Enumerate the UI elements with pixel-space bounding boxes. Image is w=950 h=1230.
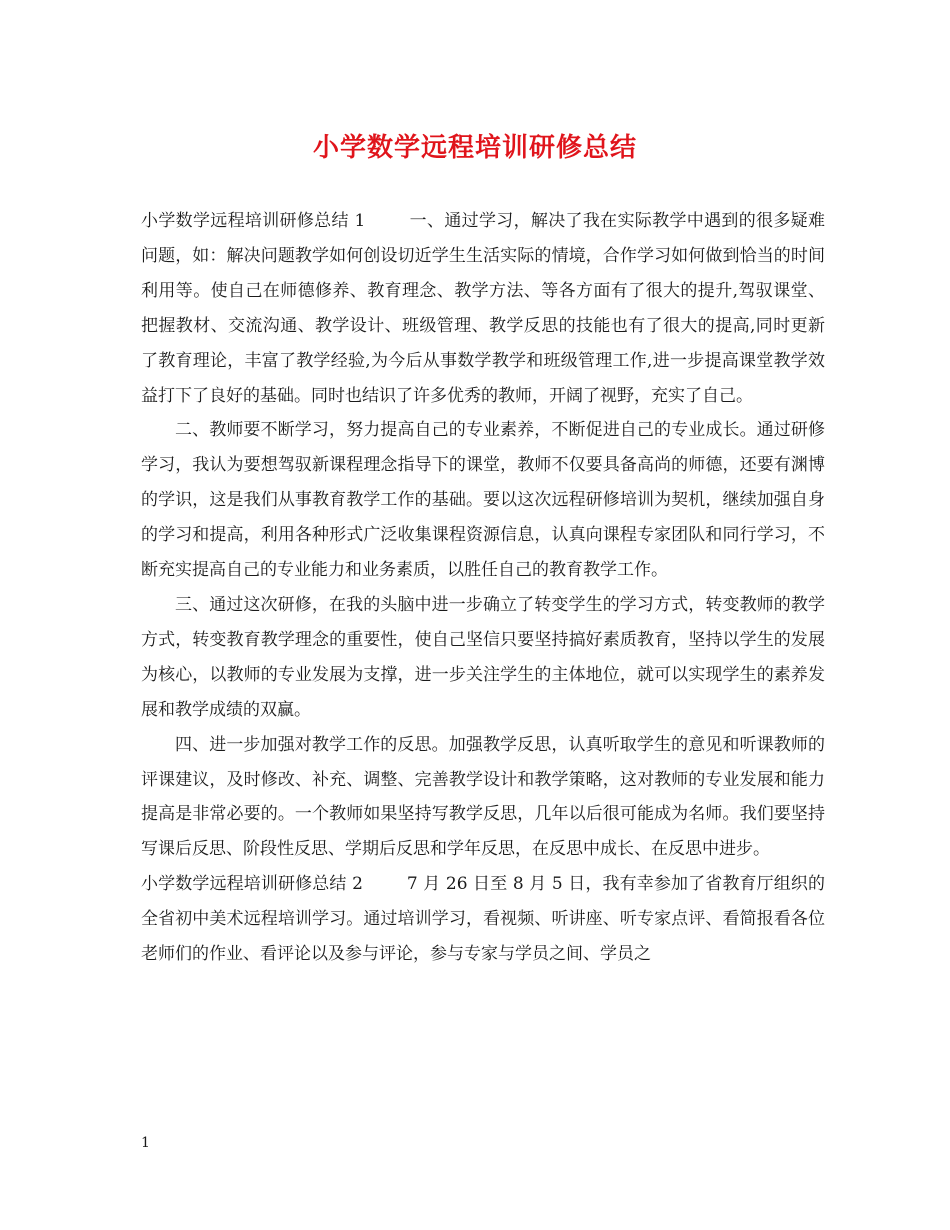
paragraph-point-2 xyxy=(141,413,825,588)
paragraph-summary-1 xyxy=(141,204,825,413)
document-title: 小学数学远程培训研修总结 xyxy=(312,133,637,163)
paragraph-text: 四、进一步加强对教学工作的反思。加强教学反思，认真听取学生的意见和听课教师的评课建议，及时修改、补充、调整、完善教学设计和教学策略，这对教师的专业发展和能力提高是非常必要的。一个教师如果坚持写教学反思，几年以后很可能成为名师。我们要坚持写课后反思、阶段性反思、学期后反思和学年反思，在反思中成长、在反思中进步。 xyxy=(141,734,825,860)
paragraph-text: 三、通过这次研修，在我的头脑中进一步确立了转变学生的学习方式，转变教师的教学方式，转变教育教学理念的重要性，使自己坚信只要坚持搞好素质教育，坚持以学生的发展为核心，以教师的专业发展为支撑，进一步关注学生的主体地位，就可以实现学生的素养发展和教学成绩的双赢。 xyxy=(141,594,825,720)
paragraph-text: 一、通过学习，解决了我在实际教学中遇到的很多疑难问题，如：解决问题教学如何创设切近学生生活实际的情境，合作学习如何做到恰当的时间利用等。使自己在师德修养、教育理念、教学方法、等各方面有了很大的提升,驾驭课堂、把握教材、交流沟通、教学设计、班级管理、教学反思的技能也有了很大的提高,同时更新了教育理论，丰富了教学经验,为今后从事数学教学和班级管理工作,进一步提高课堂教学效益打下了良好的基础。同时也结识了许多优秀的教师，开阔了视野，充实了自己。 xyxy=(141,211,825,406)
summary-1-heading: 小学数学远程培训研修总结 1 xyxy=(141,211,366,231)
summary-2-heading: 小学数学远程培训研修总结 2 xyxy=(141,874,363,895)
paragraph-point-3 xyxy=(141,588,825,728)
page-number: 1 xyxy=(141,1135,150,1151)
paragraph-text: 二、教师要不断学习，努力提高自己的专业素养，不断促进自己的专业成长。通过研修学习，我认为要想驾驭新课程理念指导下的课堂，教师不仅要具备高尚的师德，还要有渊博的学识，这是我们从事教育教学工作的基础。要以这次远程研修培训为契机，继续加强自身的学习和提高，利用各种形式广泛收集课程资源信息，认真向课程专家团队和同行学习，不断充实提高自己的专业能力和业务素质，以胜任自己的教育教学工作。 xyxy=(141,420,825,581)
paragraph-text: 7 月 26 日至 8 月 5 日，我有幸参加了省教育厅组织的全省初中美术远程培训学习。通过培训学习，看视频、听讲座、听专家点评、看简报看各位老师们的作业、看评论以及参与评论，参与专家与学员之间、学员之 xyxy=(141,874,825,965)
document-body xyxy=(141,204,825,972)
paragraph-point-4 xyxy=(141,728,825,868)
paragraph-summary-2 xyxy=(141,867,825,972)
